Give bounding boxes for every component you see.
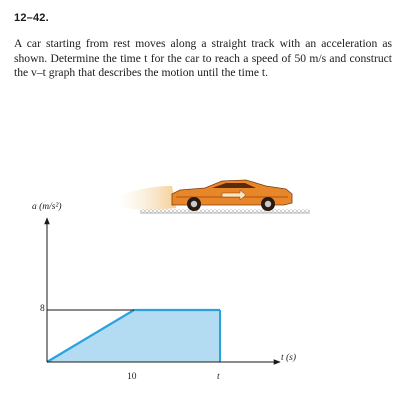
problem-number: 12–42. xyxy=(14,12,49,24)
front-wheel xyxy=(261,197,275,211)
acceleration-graph xyxy=(32,201,296,382)
acceleration-area xyxy=(47,310,220,362)
rear-wheel xyxy=(187,197,201,211)
y-axis-label: a (m/s²) xyxy=(32,202,62,212)
x-tick-label: 10 xyxy=(127,372,137,382)
x-axis-label: t (s) xyxy=(281,353,297,363)
track-surface xyxy=(140,209,310,213)
speed-blur-trail xyxy=(118,186,176,210)
time-t-label: t xyxy=(217,372,220,382)
y-tick-label: 8 xyxy=(40,304,45,314)
race-car-illustration xyxy=(118,180,310,213)
problem-statement: A car starting from rest moves along a straight track with an acceleration as shown. Determine the time t for the car to reach a speed of 50 m/s and construct the v–t graph that describes the motion until the time t. xyxy=(14,37,392,80)
